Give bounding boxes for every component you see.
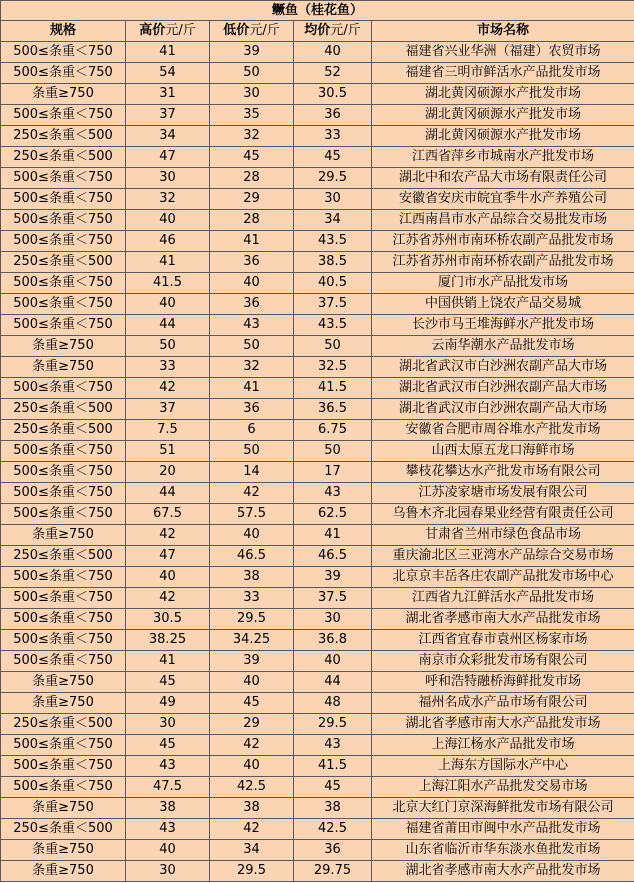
cell-avg-price: 41.5 xyxy=(294,378,372,399)
cell-avg-price: 38 xyxy=(294,798,372,819)
cell-low-price: 42 xyxy=(210,819,294,840)
cell-avg-price: 48 xyxy=(294,693,372,714)
cell-avg-price: 40 xyxy=(294,651,372,672)
cell-low-price: 29 xyxy=(210,189,294,210)
header-row xyxy=(1,21,634,42)
cell-low-price: 50 xyxy=(210,336,294,357)
cell-market-name: 福建省莆田市闽中水产品批发市场 xyxy=(372,819,634,840)
cell-market-name: 厦门市水产品批发市场 xyxy=(372,273,634,294)
table-row xyxy=(1,777,634,798)
table-row xyxy=(1,147,634,168)
cell-market-name: 江西省九江鲜活水产品批发市场 xyxy=(372,588,634,609)
cell-spec: 250≤条重＜500 xyxy=(1,714,126,735)
cell-market-name: 福建省三明市鲜活水产品批发市场 xyxy=(372,63,634,84)
cell-market-name: 江苏省苏州市南环桥农副产品批发市场 xyxy=(372,231,634,252)
table-row xyxy=(1,336,634,357)
table-row xyxy=(1,714,634,735)
cell-spec: 条重≥750 xyxy=(1,693,126,714)
cell-low-price: 40 xyxy=(210,756,294,777)
cell-high-price: 41 xyxy=(126,651,210,672)
cell-high-price: 41 xyxy=(126,252,210,273)
cell-high-price: 47 xyxy=(126,546,210,567)
cell-spec: 500≤条重＜750 xyxy=(1,756,126,777)
table-row xyxy=(1,588,634,609)
cell-avg-price: 37.5 xyxy=(294,294,372,315)
cell-low-price: 29.5 xyxy=(210,609,294,630)
cell-avg-price: 45 xyxy=(294,147,372,168)
cell-spec: 500≤条重＜750 xyxy=(1,105,126,126)
table-row xyxy=(1,735,634,756)
cell-avg-price: 17 xyxy=(294,462,372,483)
cell-market-name: 湖北省武汉市白沙洲农副产品大市场 xyxy=(372,378,634,399)
header-low-price xyxy=(210,21,294,42)
cell-market-name: 长沙市马王堆海鲜水产批发市场 xyxy=(372,315,634,336)
cell-spec: 250≤条重＜500 xyxy=(1,126,126,147)
cell-avg-price: 33 xyxy=(294,126,372,147)
cell-market-name: 湖北省武汉市白沙洲农副产品大市场 xyxy=(372,399,634,420)
cell-avg-price: 43.5 xyxy=(294,315,372,336)
cell-spec: 250≤条重＜500 xyxy=(1,252,126,273)
cell-low-price: 50 xyxy=(210,441,294,462)
table-row xyxy=(1,693,634,714)
header-low-unit: 元/斤 xyxy=(249,23,280,38)
cell-market-name: 江苏省苏州市南环桥农副产品批发市场 xyxy=(372,252,634,273)
cell-high-price: 46 xyxy=(126,231,210,252)
cell-high-price: 38 xyxy=(126,798,210,819)
cell-low-price: 41 xyxy=(210,378,294,399)
cell-low-price: 40 xyxy=(210,525,294,546)
cell-high-price: 30.5 xyxy=(126,609,210,630)
table-row xyxy=(1,630,634,651)
cell-spec: 250≤条重＜500 xyxy=(1,420,126,441)
title-row xyxy=(1,1,634,21)
cell-high-price: 44 xyxy=(126,483,210,504)
table-body xyxy=(1,42,634,882)
cell-spec: 条重≥750 xyxy=(1,798,126,819)
cell-spec: 250≤条重＜500 xyxy=(1,819,126,840)
cell-avg-price: 43.5 xyxy=(294,231,372,252)
cell-market-name: 湖北省孝感市南大水产品批发市场 xyxy=(372,609,634,630)
cell-low-price: 32 xyxy=(210,357,294,378)
table-row xyxy=(1,210,634,231)
table-row xyxy=(1,189,634,210)
cell-high-price: 49 xyxy=(126,693,210,714)
table-row xyxy=(1,168,634,189)
table-row xyxy=(1,609,634,630)
cell-avg-price: 38.5 xyxy=(294,252,372,273)
cell-avg-price: 30 xyxy=(294,609,372,630)
cell-market-name: 攀枝花攀达水产批发市场有限公司 xyxy=(372,462,634,483)
table-row xyxy=(1,840,634,861)
cell-high-price: 51 xyxy=(126,441,210,462)
cell-avg-price: 42.5 xyxy=(294,819,372,840)
cell-high-price: 47.5 xyxy=(126,777,210,798)
cell-high-price: 45 xyxy=(126,735,210,756)
table-row xyxy=(1,399,634,420)
cell-avg-price: 30 xyxy=(294,189,372,210)
cell-market-name: 江西南昌市水产品综合交易批发市场 xyxy=(372,210,634,231)
cell-spec: 500≤条重＜750 xyxy=(1,441,126,462)
cell-spec: 500≤条重＜750 xyxy=(1,504,126,525)
header-avg-price xyxy=(294,21,372,42)
cell-spec: 500≤条重＜750 xyxy=(1,651,126,672)
cell-market-name: 南京市众彩批发市场有限公司 xyxy=(372,651,634,672)
cell-spec: 500≤条重＜750 xyxy=(1,630,126,651)
cell-low-price: 42 xyxy=(210,735,294,756)
cell-high-price: 45 xyxy=(126,672,210,693)
cell-high-price: 37 xyxy=(126,105,210,126)
table-row xyxy=(1,504,634,525)
cell-market-name: 湖北黄冈硕源水产批发市场 xyxy=(372,84,634,105)
cell-low-price: 32 xyxy=(210,126,294,147)
cell-avg-price: 29.75 xyxy=(294,861,372,882)
table-row xyxy=(1,273,634,294)
cell-high-price: 32 xyxy=(126,189,210,210)
header-avg-unit: 元/斤 xyxy=(330,23,361,38)
cell-high-price: 37 xyxy=(126,399,210,420)
cell-market-name: 湖北黄冈硕源水产批发市场 xyxy=(372,126,634,147)
cell-low-price: 30 xyxy=(210,84,294,105)
cell-spec: 条重≥750 xyxy=(1,357,126,378)
cell-spec: 500≤条重＜750 xyxy=(1,210,126,231)
cell-market-name: 湖北省武汉市白沙洲农副产品大市场 xyxy=(372,357,634,378)
cell-spec: 条重≥750 xyxy=(1,840,126,861)
cell-avg-price: 43 xyxy=(294,483,372,504)
cell-high-price: 40 xyxy=(126,840,210,861)
table-row xyxy=(1,315,634,336)
cell-high-price: 30 xyxy=(126,861,210,882)
cell-high-price: 42 xyxy=(126,378,210,399)
cell-high-price: 30 xyxy=(126,168,210,189)
cell-high-price: 31 xyxy=(126,84,210,105)
cell-avg-price: 29.5 xyxy=(294,168,372,189)
cell-avg-price: 50 xyxy=(294,336,372,357)
cell-avg-price: 41 xyxy=(294,525,372,546)
cell-low-price: 45 xyxy=(210,147,294,168)
cell-spec: 500≤条重＜750 xyxy=(1,483,126,504)
cell-market-name: 山东省临沂市华东淡水鱼批发市场 xyxy=(372,840,634,861)
cell-low-price: 29 xyxy=(210,714,294,735)
table-row xyxy=(1,441,634,462)
cell-low-price: 34 xyxy=(210,840,294,861)
cell-avg-price: 36 xyxy=(294,105,372,126)
cell-avg-price: 52 xyxy=(294,63,372,84)
cell-market-name: 北京京丰岳各庄农副产品批发市场中心 xyxy=(372,567,634,588)
table-row xyxy=(1,525,634,546)
cell-market-name: 湖北省孝感市南大水产品批发市场 xyxy=(372,714,634,735)
cell-low-price: 42.5 xyxy=(210,777,294,798)
cell-high-price: 47 xyxy=(126,147,210,168)
cell-avg-price: 40.5 xyxy=(294,273,372,294)
cell-avg-price: 36.8 xyxy=(294,630,372,651)
cell-high-price: 43 xyxy=(126,756,210,777)
cell-avg-price: 39 xyxy=(294,567,372,588)
cell-high-price: 7.5 xyxy=(126,420,210,441)
cell-low-price: 36 xyxy=(210,294,294,315)
cell-high-price: 20 xyxy=(126,462,210,483)
header-market: 市场名称 xyxy=(372,21,634,42)
cell-market-name: 湖北省孝感市南大水产品批发市场 xyxy=(372,861,634,882)
cell-low-price: 39 xyxy=(210,42,294,63)
cell-low-price: 28 xyxy=(210,210,294,231)
cell-high-price: 40 xyxy=(126,294,210,315)
cell-avg-price: 40 xyxy=(294,42,372,63)
cell-spec: 250≤条重＜500 xyxy=(1,147,126,168)
cell-high-price: 40 xyxy=(126,567,210,588)
table-row xyxy=(1,378,634,399)
cell-spec: 500≤条重＜750 xyxy=(1,168,126,189)
cell-spec: 500≤条重＜750 xyxy=(1,378,126,399)
cell-market-name: 安徽省合肥市周谷堆水产批发市场 xyxy=(372,420,634,441)
cell-avg-price: 29.5 xyxy=(294,714,372,735)
table-row xyxy=(1,798,634,819)
cell-low-price: 41 xyxy=(210,231,294,252)
table-row xyxy=(1,651,634,672)
cell-market-name: 福建省兴业华洲（福建）农贸市场 xyxy=(372,42,634,63)
cell-market-name: 上海东方国际水产中心 xyxy=(372,756,634,777)
cell-high-price: 43 xyxy=(126,819,210,840)
cell-market-name: 福州名成水产品市场有限公司 xyxy=(372,693,634,714)
cell-low-price: 43 xyxy=(210,315,294,336)
table-row xyxy=(1,756,634,777)
cell-spec: 500≤条重＜750 xyxy=(1,273,126,294)
cell-low-price: 42 xyxy=(210,483,294,504)
cell-market-name: 北京大红门京深海鲜批发市场有限公司 xyxy=(372,798,634,819)
cell-spec: 500≤条重＜750 xyxy=(1,189,126,210)
cell-low-price: 6 xyxy=(210,420,294,441)
table-row xyxy=(1,357,634,378)
cell-spec: 条重≥750 xyxy=(1,861,126,882)
header-high-label: 高价 xyxy=(139,23,166,38)
table-row xyxy=(1,819,634,840)
cell-high-price: 40 xyxy=(126,210,210,231)
table-row xyxy=(1,420,634,441)
cell-high-price: 42 xyxy=(126,525,210,546)
cell-avg-price: 46.5 xyxy=(294,546,372,567)
table-row xyxy=(1,252,634,273)
cell-low-price: 45 xyxy=(210,693,294,714)
table-row xyxy=(1,126,634,147)
cell-low-price: 38 xyxy=(210,798,294,819)
cell-low-price: 29.5 xyxy=(210,861,294,882)
table-row xyxy=(1,462,634,483)
cell-avg-price: 30.5 xyxy=(294,84,372,105)
cell-low-price: 35 xyxy=(210,105,294,126)
cell-market-name: 呼和浩特融桥海鲜批发市场 xyxy=(372,672,634,693)
cell-market-name: 江苏凌家塘市场发展有限公司 xyxy=(372,483,634,504)
cell-avg-price: 50 xyxy=(294,441,372,462)
cell-avg-price: 44 xyxy=(294,672,372,693)
table-row xyxy=(1,861,634,882)
table-row xyxy=(1,294,634,315)
header-high-price xyxy=(126,21,210,42)
cell-high-price: 42 xyxy=(126,588,210,609)
cell-market-name: 云南华潮水产品批发市场 xyxy=(372,336,634,357)
table-row xyxy=(1,672,634,693)
cell-spec: 500≤条重＜750 xyxy=(1,315,126,336)
cell-spec: 500≤条重＜750 xyxy=(1,63,126,84)
cell-spec: 500≤条重＜750 xyxy=(1,462,126,483)
cell-avg-price: 34 xyxy=(294,210,372,231)
cell-high-price: 41.5 xyxy=(126,273,210,294)
table-row xyxy=(1,63,634,84)
cell-spec: 500≤条重＜750 xyxy=(1,735,126,756)
cell-avg-price: 43 xyxy=(294,735,372,756)
table-title: 鳜鱼（桂花鱼） xyxy=(1,1,634,21)
cell-low-price: 36 xyxy=(210,252,294,273)
header-avg-label: 均价 xyxy=(304,23,331,38)
cell-market-name: 甘肃省兰州市绿色食品市场 xyxy=(372,525,634,546)
cell-high-price: 34 xyxy=(126,126,210,147)
cell-low-price: 40 xyxy=(210,672,294,693)
table-row xyxy=(1,546,634,567)
cell-low-price: 50 xyxy=(210,63,294,84)
table-row xyxy=(1,231,634,252)
cell-spec: 条重≥750 xyxy=(1,672,126,693)
cell-market-name: 重庆渝北区三亚湾水产品综合交易市场 xyxy=(372,546,634,567)
cell-avg-price: 45 xyxy=(294,777,372,798)
cell-high-price: 50 xyxy=(126,336,210,357)
cell-market-name: 江西省萍乡市城南水产批发市场 xyxy=(372,147,634,168)
cell-spec: 500≤条重＜750 xyxy=(1,588,126,609)
cell-market-name: 中国供销上饶农产品交易城 xyxy=(372,294,634,315)
cell-low-price: 57.5 xyxy=(210,504,294,525)
cell-spec: 条重≥750 xyxy=(1,336,126,357)
cell-avg-price: 41.5 xyxy=(294,756,372,777)
cell-high-price: 38.25 xyxy=(126,630,210,651)
cell-avg-price: 32.5 xyxy=(294,357,372,378)
cell-spec: 500≤条重＜750 xyxy=(1,609,126,630)
header-high-unit: 元/斤 xyxy=(165,23,196,38)
cell-high-price: 54 xyxy=(126,63,210,84)
header-low-label: 低价 xyxy=(223,23,250,38)
cell-low-price: 40 xyxy=(210,273,294,294)
cell-spec: 500≤条重＜750 xyxy=(1,231,126,252)
cell-spec: 250≤条重＜500 xyxy=(1,399,126,420)
cell-market-name: 乌鲁木齐北园春果业经营有限责任公司 xyxy=(372,504,634,525)
cell-high-price: 44 xyxy=(126,315,210,336)
cell-high-price: 67.5 xyxy=(126,504,210,525)
cell-spec: 500≤条重＜750 xyxy=(1,777,126,798)
cell-market-name: 湖北中和农产品大市场有限责任公司 xyxy=(372,168,634,189)
cell-spec: 条重≥750 xyxy=(1,84,126,105)
cell-market-name: 安徽省安庆市皖宜季牛水产养殖公司 xyxy=(372,189,634,210)
cell-low-price: 46.5 xyxy=(210,546,294,567)
cell-low-price: 28 xyxy=(210,168,294,189)
cell-spec: 500≤条重＜750 xyxy=(1,567,126,588)
table-row xyxy=(1,42,634,63)
cell-low-price: 38 xyxy=(210,567,294,588)
cell-spec: 500≤条重＜750 xyxy=(1,294,126,315)
cell-high-price: 41 xyxy=(126,42,210,63)
table-row xyxy=(1,567,634,588)
cell-avg-price: 36.5 xyxy=(294,399,372,420)
cell-market-name: 江西省宜春市袁州区杨家市场 xyxy=(372,630,634,651)
table-row xyxy=(1,105,634,126)
cell-avg-price: 36 xyxy=(294,840,372,861)
cell-spec: 条重≥750 xyxy=(1,525,126,546)
cell-avg-price: 37.5 xyxy=(294,588,372,609)
cell-avg-price: 62.5 xyxy=(294,504,372,525)
cell-high-price: 33 xyxy=(126,357,210,378)
cell-high-price: 30 xyxy=(126,714,210,735)
cell-low-price: 36 xyxy=(210,399,294,420)
cell-market-name: 湖北黄冈硕源水产批发市场 xyxy=(372,105,634,126)
cell-avg-price: 6.75 xyxy=(294,420,372,441)
cell-spec: 250≤条重＜500 xyxy=(1,546,126,567)
header-spec: 规格 xyxy=(1,21,126,42)
table-row xyxy=(1,483,634,504)
cell-market-name: 山西太原五龙口海鲜市场 xyxy=(372,441,634,462)
cell-low-price: 34.25 xyxy=(210,630,294,651)
cell-low-price: 39 xyxy=(210,651,294,672)
cell-low-price: 33 xyxy=(210,588,294,609)
cell-low-price: 14 xyxy=(210,462,294,483)
cell-market-name: 上海江杨水产品批发市场 xyxy=(372,735,634,756)
table-row xyxy=(1,84,634,105)
cell-market-name: 上海江阳水产品批发交易市场 xyxy=(372,777,634,798)
cell-spec: 500≤条重＜750 xyxy=(1,42,126,63)
